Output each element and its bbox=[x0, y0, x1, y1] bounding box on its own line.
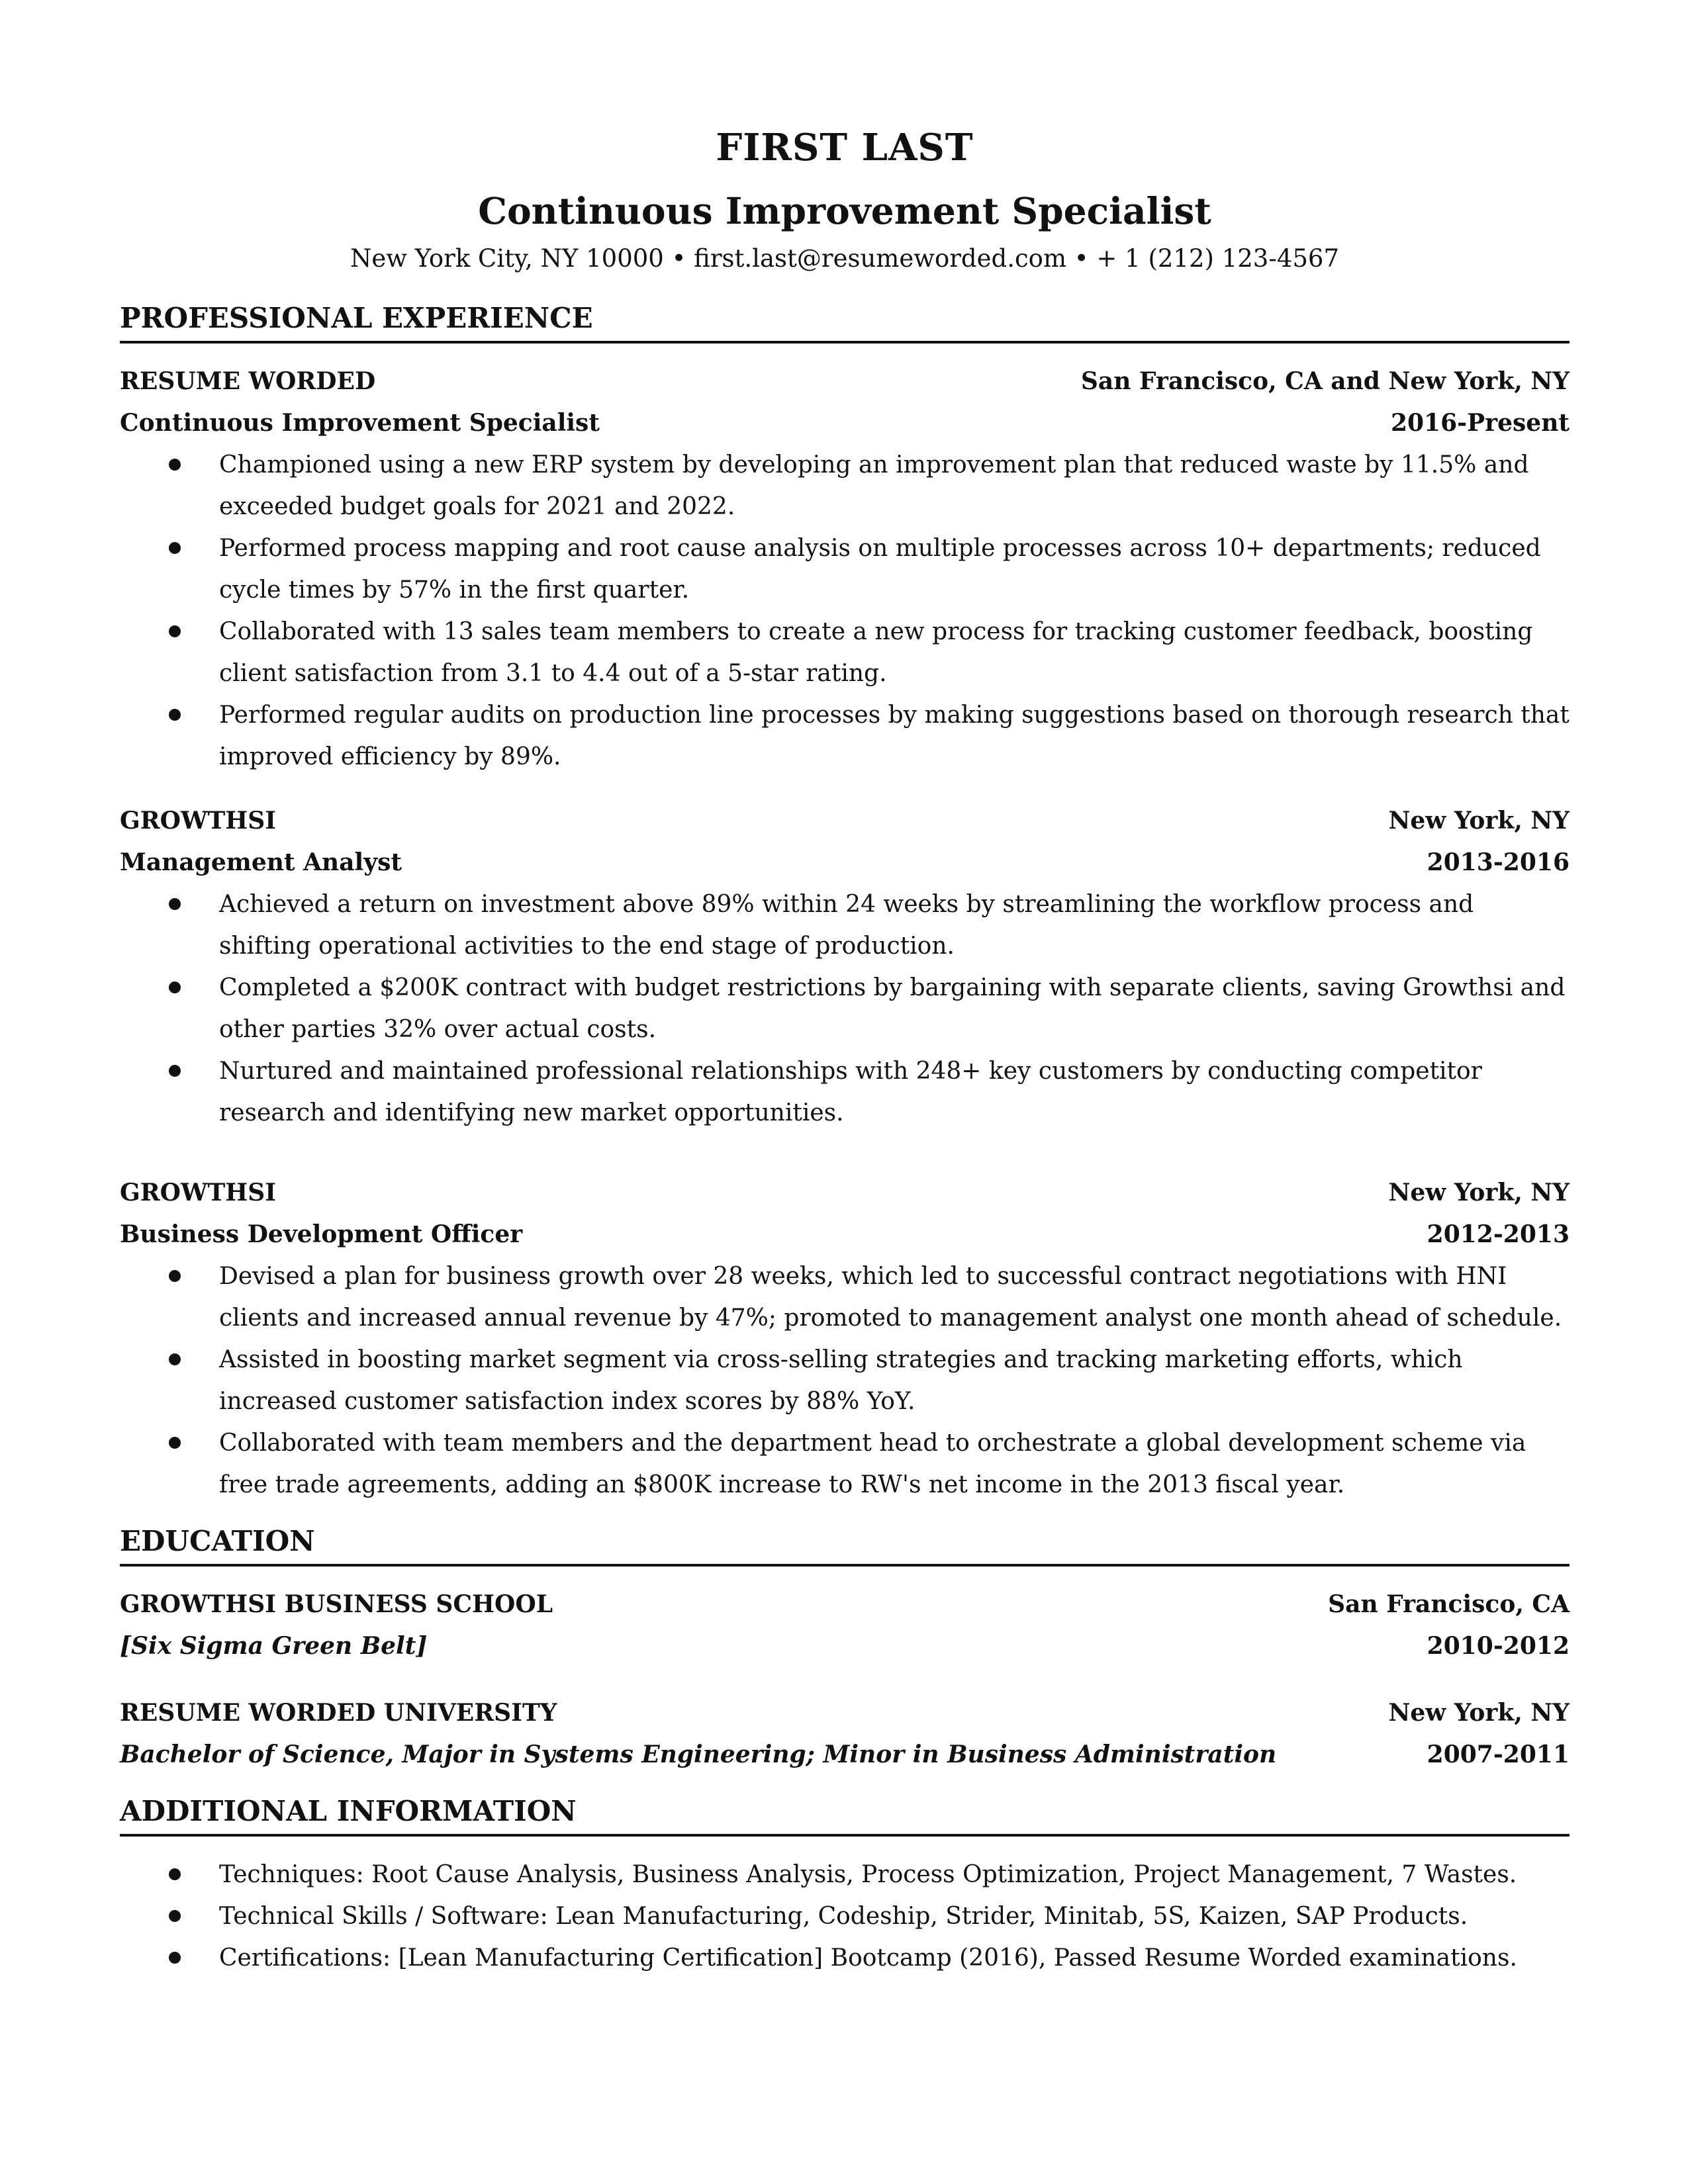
bullet-icon bbox=[169, 542, 181, 554]
additional-bullets bbox=[120, 1854, 1570, 1979]
school-row bbox=[120, 1692, 1570, 1734]
bullet-item bbox=[120, 1937, 1570, 1979]
job-role-row bbox=[120, 842, 1570, 884]
education-entry bbox=[120, 1692, 1570, 1776]
degree-dates: 2010-2012 bbox=[1427, 1632, 1570, 1660]
school-name: RESUME WORDED UNIVERSITY bbox=[120, 1699, 557, 1727]
bullet-icon bbox=[169, 1952, 181, 1964]
job-company: GROWTHSI bbox=[120, 807, 277, 835]
bullet-icon bbox=[169, 981, 181, 993]
contact-line: New York City, NY 10000 • first.last@resumeworded.com • + 1 (212) 123-4567 bbox=[350, 244, 1339, 273]
bullet-text: Assisted in boosting market segment via cross-selling strategies and tracking marketing efforts, which increased customer satisfaction index scores by 88% YoY. bbox=[219, 1346, 1463, 1415]
bullet-icon bbox=[169, 1868, 181, 1880]
job-company-row bbox=[120, 800, 1570, 842]
bullet-item bbox=[120, 444, 1570, 527]
degree-name: [Six Sigma Green Belt] bbox=[120, 1632, 428, 1660]
bullet-icon bbox=[169, 459, 181, 471]
education-entry bbox=[120, 1584, 1570, 1667]
job-entry bbox=[120, 1172, 1570, 1506]
candidate-title: Continuous Improvement Specialist bbox=[478, 189, 1211, 232]
job-location: New York, NY bbox=[1388, 1179, 1570, 1206]
resume-content bbox=[120, 122, 1570, 1979]
bullet-item bbox=[120, 1854, 1570, 1895]
job-company-row bbox=[120, 361, 1570, 402]
bullet-icon bbox=[169, 1353, 181, 1365]
school-location: San Francisco, CA bbox=[1328, 1590, 1570, 1618]
bullet-text: Completed a $200K contract with budget restrictions by bargaining with separate clients, saving Growthsi and other parties 32% over actual costs. bbox=[219, 974, 1566, 1043]
job-location: New York, NY bbox=[1388, 807, 1570, 835]
bullet-item bbox=[120, 1895, 1570, 1937]
bullet-item bbox=[120, 694, 1570, 778]
section-header-experience: PROFESSIONAL EXPERIENCE bbox=[120, 298, 1570, 343]
bullet-item bbox=[120, 1255, 1570, 1339]
bullet-icon bbox=[169, 1065, 181, 1077]
bullet-item bbox=[120, 884, 1570, 967]
bullet-text: Collaborated with 13 sales team members to create a new process for tracking customer feedback, boosting client satisfaction from 3.1 to 4.4 out of a 5-star rating. bbox=[219, 618, 1533, 687]
bullet-item bbox=[120, 1422, 1570, 1506]
job-company: RESUME WORDED bbox=[120, 367, 376, 395]
bullet-text: Techniques: Root Cause Analysis, Business Analysis, Process Optimization, Project Management, 7 Wastes. bbox=[219, 1861, 1517, 1888]
degree-dates: 2007-2011 bbox=[1427, 1741, 1570, 1768]
bullet-text: Achieved a return on investment above 89% within 24 weeks by streamlining the workflow process and shifting operational activities to the end stage of production. bbox=[219, 891, 1474, 960]
bullet-icon bbox=[169, 1437, 181, 1449]
bullet-text: Certifications: [Lean Manufacturing Certification] Bootcamp (2016), Passed Resume Worded examinations. bbox=[219, 1944, 1517, 1972]
bullet-icon bbox=[169, 625, 181, 637]
bullet-text: Championed using a new ERP system by developing an improvement plan that reduced waste by 11.5% and exceeded budget goals for 2021 and 2022. bbox=[219, 451, 1529, 520]
bullet-item bbox=[120, 1339, 1570, 1422]
bullet-text: Performed process mapping and root cause analysis on multiple processes across 10+ departments; reduced cycle times by 57% in the first quarter. bbox=[219, 535, 1541, 604]
section-header-education: EDUCATION bbox=[120, 1522, 1570, 1567]
bullet-text: Performed regular audits on production line processes by making suggestions based on thorough research that improved efficiency by 89%. bbox=[219, 702, 1570, 770]
job-dates: 2012-2013 bbox=[1427, 1220, 1570, 1248]
degree-name: Bachelor of Science, Major in Systems Engineering; Minor in Business Administration bbox=[120, 1741, 1277, 1768]
job-location: San Francisco, CA and New York, NY bbox=[1080, 367, 1570, 395]
degree-row bbox=[120, 1734, 1570, 1776]
job-role: Management Analyst bbox=[120, 848, 402, 876]
job-bullets bbox=[120, 444, 1570, 778]
job-dates: 2016-Present bbox=[1390, 409, 1570, 437]
bullet-text: Technical Skills / Software: Lean Manufacturing, Codeship, Strider, Minitab, 5S, Kaizen, SAP Products. bbox=[219, 1903, 1468, 1930]
job-role-row bbox=[120, 1214, 1570, 1255]
school-row bbox=[120, 1584, 1570, 1625]
job-company-row bbox=[120, 1172, 1570, 1214]
job-entry bbox=[120, 800, 1570, 1134]
bullet-text: Nurtured and maintained professional relationships with 248+ key customers by conducting competitor research and identifying new market opportunities. bbox=[219, 1058, 1482, 1126]
bullet-item bbox=[120, 527, 1570, 611]
school-name: GROWTHSI BUSINESS SCHOOL bbox=[120, 1590, 553, 1618]
bullet-item bbox=[120, 611, 1570, 694]
bullet-icon bbox=[169, 709, 181, 721]
job-bullets bbox=[120, 884, 1570, 1134]
candidate-name: FIRST LAST bbox=[716, 126, 974, 169]
bullet-item bbox=[120, 967, 1570, 1050]
bullet-item bbox=[120, 1050, 1570, 1134]
job-company: GROWTHSI bbox=[120, 1179, 277, 1206]
job-role-row bbox=[120, 402, 1570, 444]
bullet-icon bbox=[169, 1910, 181, 1922]
bullet-text: Collaborated with team members and the department head to orchestrate a global development scheme via free trade agreements, adding an $800K increase to RW's net income in the 2013 fiscal year. bbox=[219, 1430, 1526, 1498]
degree-row bbox=[120, 1625, 1570, 1667]
bullet-icon bbox=[169, 898, 181, 910]
school-location: New York, NY bbox=[1388, 1699, 1570, 1727]
job-dates: 2013-2016 bbox=[1427, 848, 1570, 876]
job-bullets bbox=[120, 1255, 1570, 1506]
job-role: Business Development Officer bbox=[120, 1220, 523, 1248]
bullet-icon bbox=[169, 1270, 181, 1282]
job-role: Continuous Improvement Specialist bbox=[120, 409, 600, 437]
bullet-text: Devised a plan for business growth over 28 weeks, which led to successful contract negotiations with HNI clients and increased annual revenue by 47%; promoted to management analyst one month ahead of schedule. bbox=[219, 1263, 1562, 1332]
job-entry bbox=[120, 361, 1570, 778]
section-header-additional: ADDITIONAL INFORMATION bbox=[120, 1792, 1570, 1837]
